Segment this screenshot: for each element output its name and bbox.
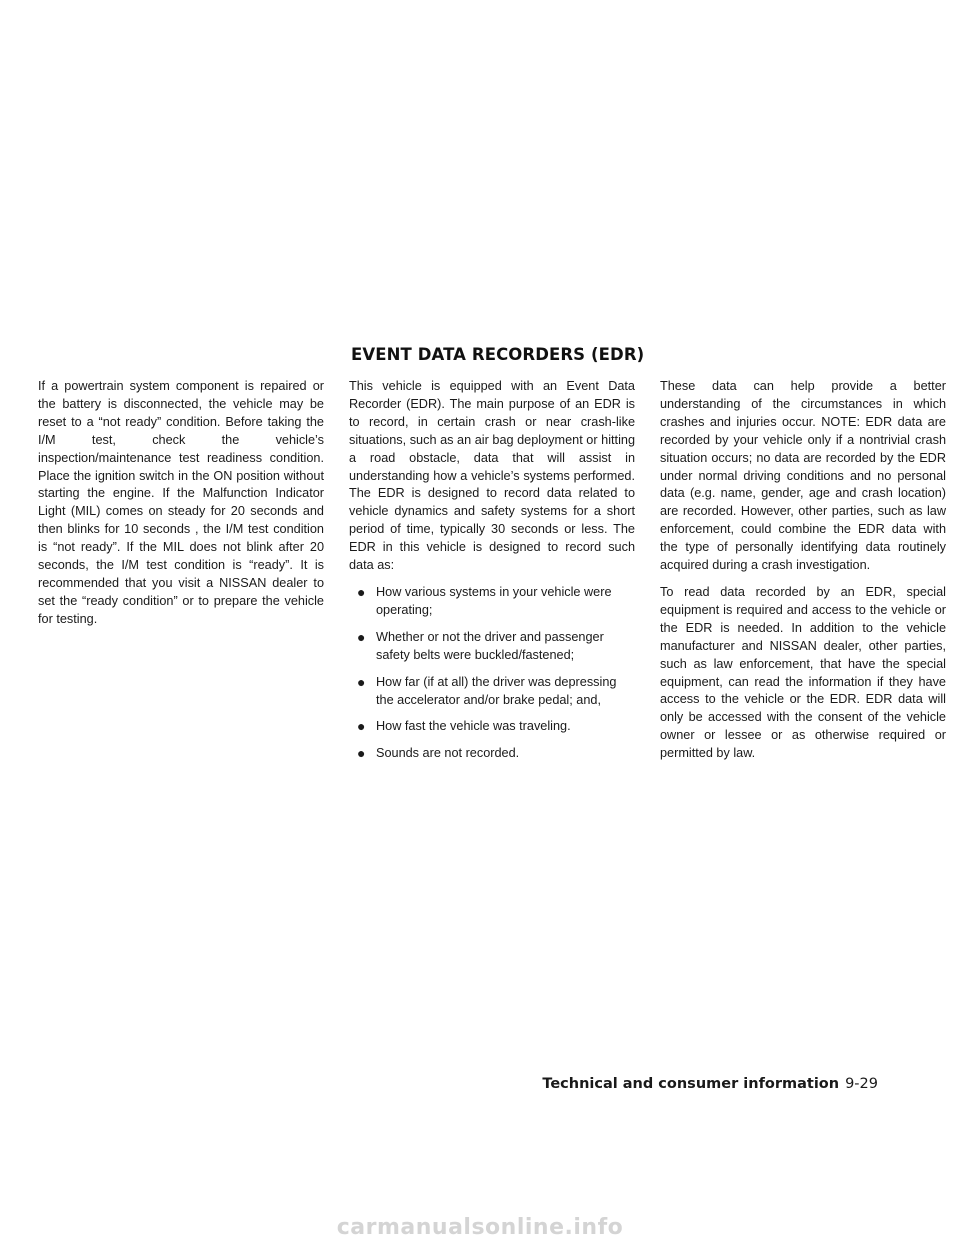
list-item-text: How fast the vehicle was traveling.	[376, 719, 571, 734]
column-right	[660, 378, 946, 772]
bullet-icon: ●	[357, 718, 366, 735]
list-item	[349, 745, 635, 763]
list-item	[349, 718, 635, 736]
bullet-icon: ●	[357, 673, 366, 690]
column-middle	[349, 378, 635, 772]
edr-intro-paragraph: This vehicle is equipped with an Event Data Recorder (EDR). The main purpose of an EDR is to record, in certain crash or near crash-like situations, such as an air bag deployment or hitting a road obstacle, data that will assist in understanding how a vehicle’s systems performed. The EDR is designed to record data related to vehicle dynamics and safety systems for a short period of time, typically 30 seconds or less. The EDR in this vehicle is designed to record such data as:	[349, 379, 635, 573]
readiness-paragraph: If a powertrain system component is repaired or the battery is disconnected, the vehicle may be reset to a “not ready” condition. Before taking the I/M test, check the vehicle’s inspection/maintenance test readiness condition. Place the ignition switch in the ON position without starting the engine. If the Malfunction Indicator Light (MIL) comes on steady for 20 seconds and then blinks for 10 seconds , the I/M test condition is “not ready”. If the MIL does not blink after 20 seconds, the I/M test condition is “ready”. It is recommended that you visit a NISSAN dealer to set the “ready condition” or to prepare the vehicle for testing.	[38, 379, 324, 626]
list-item-text: Whether or not the driver and passenger safety belts were buckled/fastened;	[376, 629, 604, 662]
chapter-title: Technical and consumer information	[542, 1076, 840, 1092]
section-heading: EVENT DATA RECORDERS (EDR)	[351, 345, 645, 364]
list-item-text: How far (if at all) the driver was depressing the accelerator and/or brake pedal; and,	[376, 674, 617, 707]
list-item	[349, 674, 635, 710]
page-footer	[542, 1075, 878, 1092]
list-item-text: How various systems in your vehicle were operating;	[376, 584, 612, 617]
edr-access-paragraph: To read data recorded by an EDR, special equipment is required and access to the vehicle or the EDR is needed. In addition to the vehicle manufacturer and NISSAN dealer, other parties, such as law enforcement, that have the special equipment, can read the information if they have access to the vehicle or the EDR. EDR data will only be accessed with the consent of the vehicle owner or lessee or as otherwise required or permitted by law.	[660, 584, 946, 761]
list-item-text: Sounds are not recorded.	[376, 746, 520, 761]
page-number: 9-29	[845, 1076, 878, 1092]
edr-data-list	[349, 584, 635, 763]
bullet-icon: ●	[357, 745, 366, 762]
list-item	[349, 629, 635, 665]
list-item	[349, 584, 635, 620]
bullet-icon: ●	[357, 583, 366, 600]
edr-purpose-paragraph: These data can help provide a better understanding of the circumstances in which crashes and injuries occur. NOTE: EDR data are recorded by your vehicle only if a nontrivial crash situation occurs; no data are recorded by the EDR under normal driving conditions and no personal data (e.g. name, gender, age and crash location) are recorded. However, other parties, such as law enforcement, could combine the EDR data with the type of personally identifying data routinely acquired during a crash investigation.	[660, 379, 946, 573]
watermark: carmanualsonline.info	[336, 1215, 624, 1240]
column-left	[38, 378, 324, 638]
bullet-icon: ●	[357, 628, 366, 645]
